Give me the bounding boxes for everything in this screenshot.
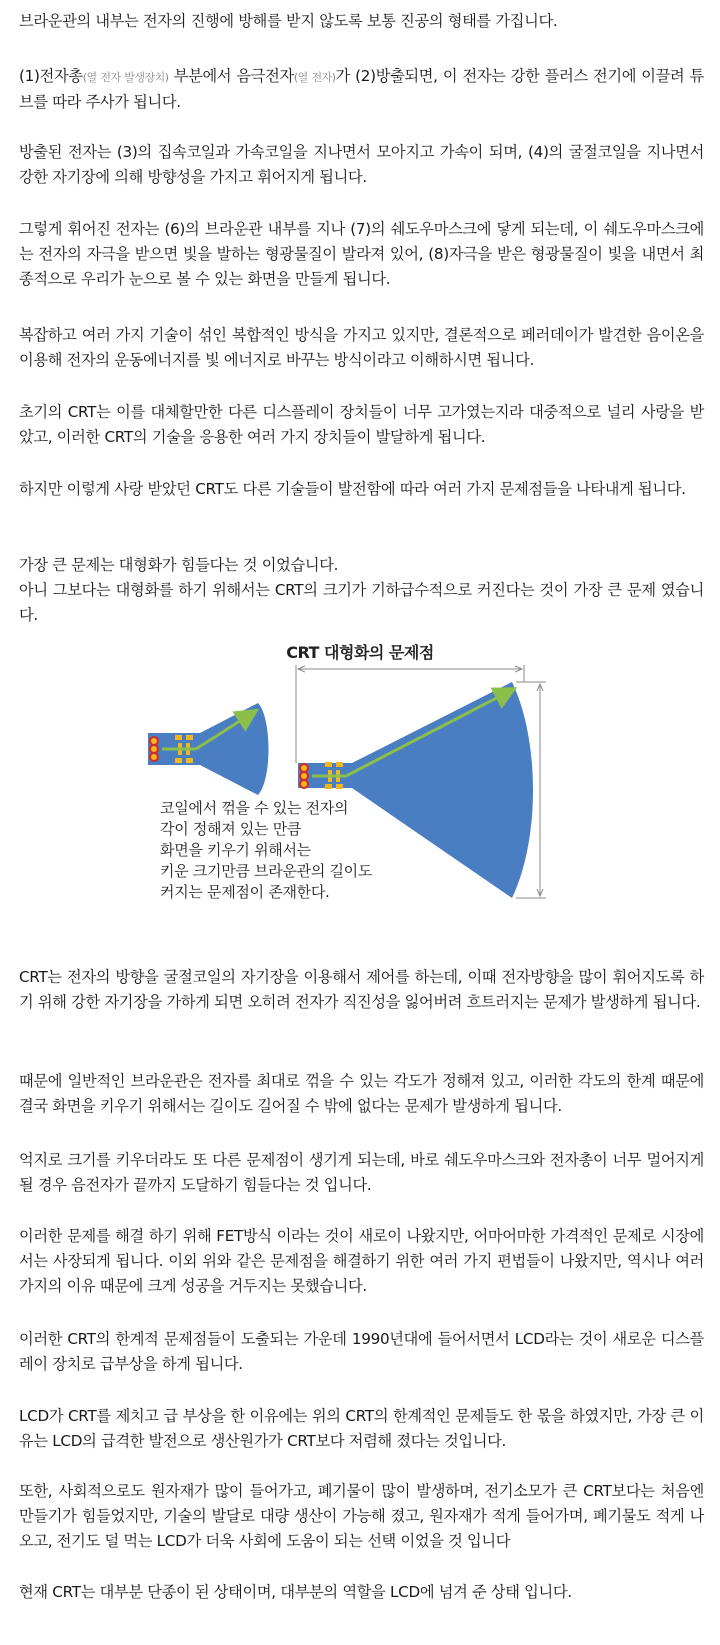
paragraph-fet: 이러한 문제를 해결 하기 위해 FET방식 이라는 것이 새로이 나왔지만, 어마어마한 가격적인 문제로 시장에서는 사장되게 됩니다. 이외 위와 같은 문제점을 해결하기 위한 여러 가지 편법들이 나왔지만, 역시나 여러 가지의 이유 때문에 크게 성공을 거두지는 못했습니다. [19,1227,704,1295]
caption-line: 키운 크기만큼 브라운관의 길이도 [160,862,373,880]
figure-caption [160,798,372,903]
note-heat-electron-device: (열 전자 발생장치) [82,71,169,84]
small-crt [148,703,269,795]
paragraph-lcd-rise: 이러한 CRT의 한계적 문제점들이 도출되는 가운데 1990년대에 들어서면서 LCD라는 것이 새로운 디스플레이 장치로 급부상을 하게 됩니다. [19,1330,704,1373]
paragraph-early-crt: 초기의 CRT는 이를 대체할만한 다른 디스플레이 장치들이 너무 고가였는지라 대중적으로 널리 사랑을 받았고, 이러한 CRT의 기술을 응용한 여러 가지 장치들이 발달하게 됩니다. [19,403,704,446]
text-emission: 가 (2)방출되면, 이 전자는 강한 플러스 전기에 이끌려 튜브를 따라 주사가 됩니다. [19,67,704,111]
paragraph-social: 또한, 사회적으로도 원자재가 많이 들어가고, 폐기물이 많이 발생하며, 전기소모가 큰 CRT보다는 처음엔 만들기가 힘들었지만, 기술의 발달로 대량 생산이 가능해 졌고, 원자재가 적게 들어가며, 폐기물도 적게 나오고, 전기도 덜 먹는 LCD가 더욱 사회에 도움이 되는 선택 이었을 것 입니다 [19,1482,704,1550]
paragraph-problems: 하지만 이렇게 사랑 받았던 CRT도 다른 기술들이 발전함에 따라 여러 가지 문제점들을 나타내게 됩니다. [19,480,686,498]
caption-line: 각이 정해져 있는 만큼 [160,820,302,838]
note-heat-electron: (열 전자) [293,71,336,84]
crt-diagram [0,640,720,940]
caption-line: 화면을 키우기 위해서는 [160,841,311,859]
paragraph-summary: 복잡하고 여러 가지 기술이 섞인 복합적인 방식을 가지고 있지만, 결론적으로 페러데이가 발견한 음이온을 이용해 전자의 운동에너지를 빛 에너지로 바꾸는 방식이라고 이해하시면 됩니다. [19,326,704,369]
paragraph-current: 현재 CRT는 대부분 단종이 된 상태이며, 대부분의 역할을 LCD에 넘겨 준 상태 입니다. [19,1583,572,1601]
paragraph-focus-coil: 방출된 전자는 (3)의 집속코일과 가속코일을 지나면서 모아지고 가속이 되며, (4)의 굴절코일을 지나면서 강한 자기장에 의해 방향성을 가지고 휘어지게 됩니다. [19,143,704,186]
paragraph-vacuum: 브라운관의 내부는 전자의 진행에 방해를 받지 않도록 보통 진공의 형태를 가집니다. [19,12,558,30]
paragraph-distance: 억지로 크기를 키우더라도 또 다른 문제점이 생기게 되는데, 바로 쉐도우마스크와 전자총이 너무 멀어지게 될 경우 음전자가 끝까지 도달하기 힘들다는 것 입니다. [19,1151,704,1194]
small-electron-gun-icon [150,737,158,761]
paragraph-line: 가장 큰 문제는 대형화가 힘들다는 것 이었습니다. [19,556,339,574]
text-electron-gun: (1)전자총 [19,67,83,85]
large-electron-gun-icon [300,764,308,788]
paragraph-angle-limit: 때문에 일반적인 브라운관은 전자를 최대로 꺾을 수 있는 각도가 정해져 있고, 이러한 각도의 한계 때문에 결국 화면을 키우기 위해서는 길이도 길어질 수 밖에 없다는 문제가 발생하게 됩니다. [19,1072,704,1115]
caption-line: 코일에서 꺾을 수 있는 전자의 [160,799,349,817]
paragraph-electron-gun [19,64,704,115]
paragraph-lcd-cost: LCD가 CRT를 제치고 급 부상을 한 이유에는 위의 CRT의 한계적인 문제들도 한 몫을 하였지만, 가장 큰 이유는 LCD의 급격한 발전으로 생산원가가 CRT보다 저렴해 졌다는 것입니다. [19,1407,704,1450]
paragraph-shadow-mask: 그렇게 휘어진 전자는 (6)의 브라운관 내부를 지나 (7)의 쉐도우마스크에 닿게 되는데, 이 쉐도우마스크에는 전자의 자극을 받으면 빛을 발하는 형광물질이 발라져 있어, (8)자극을 받은 형광물질이 빛을 내면서 최종적으로 우리가 눈으로 볼 수 있는 화면을 만들게 됩니다. [19,220,704,288]
text-cathode: 부분에서 음극전자 [168,67,294,85]
caption-line: 커지는 문제점이 존재한다. [160,883,330,901]
paragraph-biggest-problem [19,553,704,628]
paragraph-line: 아니 그보다는 대형화를 하기 위해서는 CRT의 크기가 기하급수적으로 커진다는 것이 가장 큰 문제 였습니다. [19,581,704,624]
figure-title: CRT 대형화의 문제점 [286,643,434,662]
paragraph-deflection: CRT는 전자의 방향을 굴절코일의 자기장을 이용해서 제어를 하는데, 이때 전자방향을 많이 휘어지도록 하기 위해 강한 자기장을 가하게 되면 오히려 전자가 직진성을 잃어버려 흐트러지는 문제가 발생하게 됩니다. [19,968,704,1011]
